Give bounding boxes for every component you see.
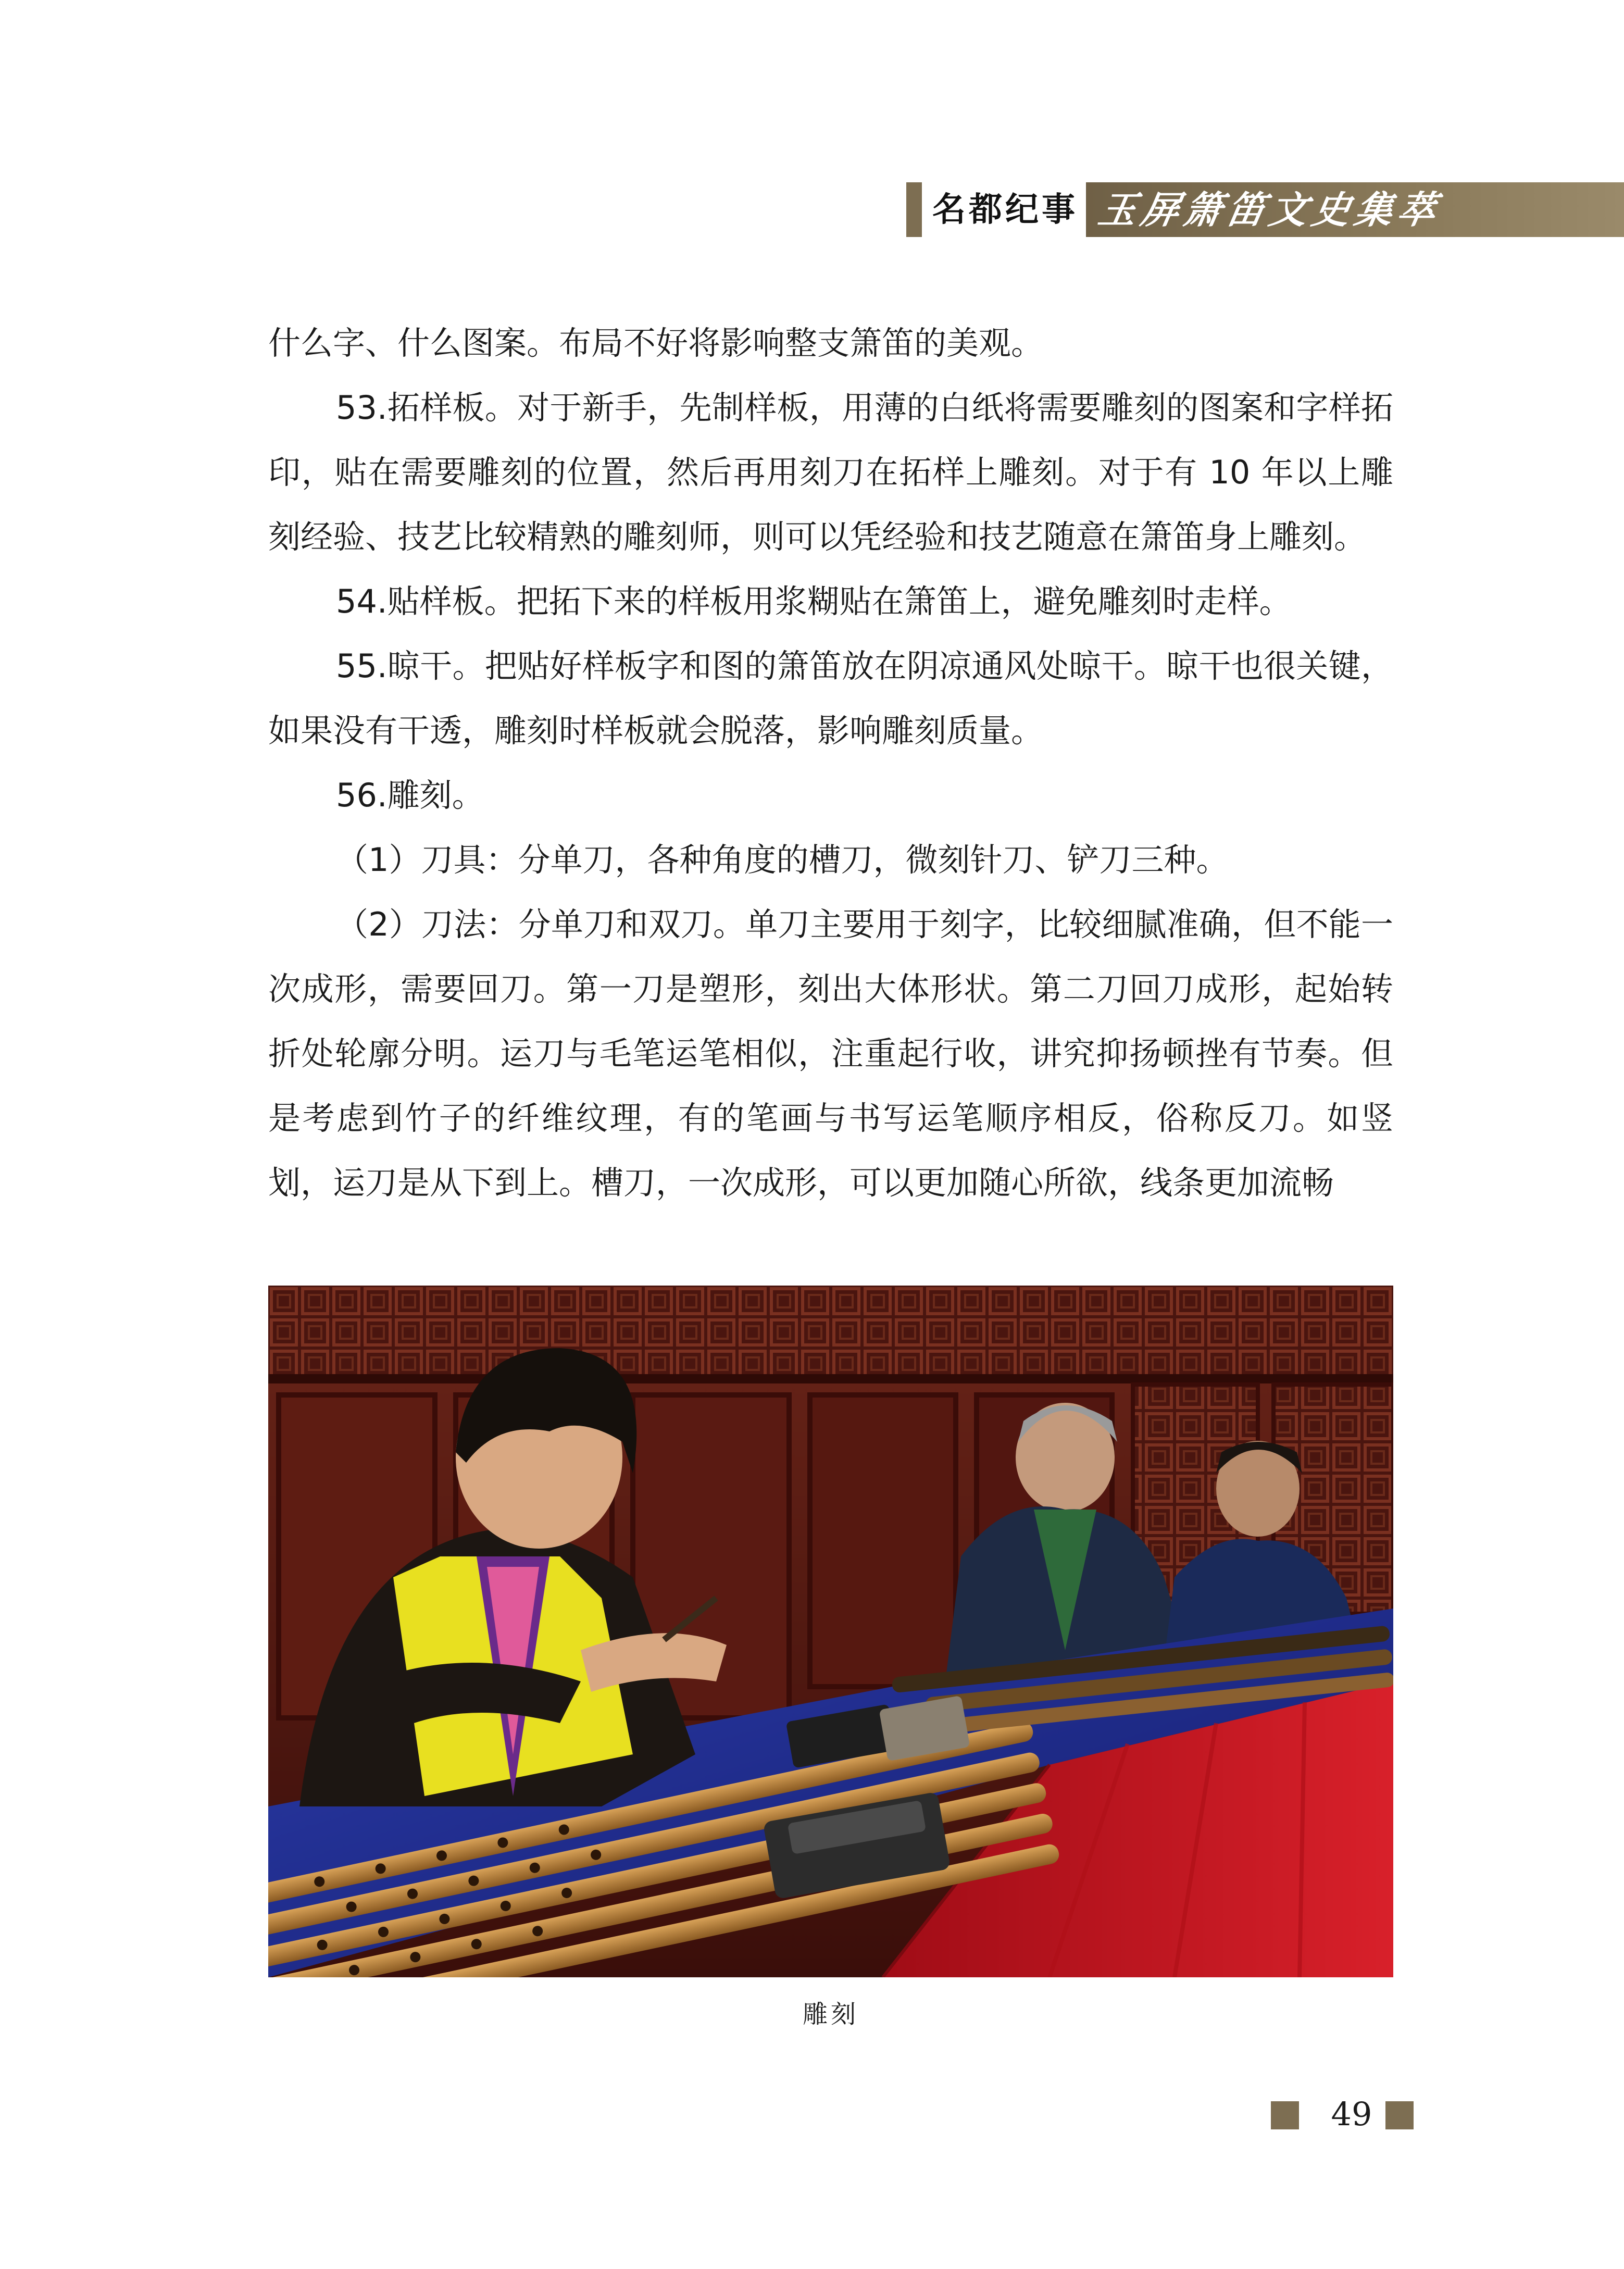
folio-square-left [1271,2101,1299,2129]
paragraph-step-53: 53.拓样板。对于新手，先制样板，用薄的白纸将需要雕刻的图案和字样拓印，贴在需要雕刻的位置，然后再用刻刀在拓样上雕刻。对于有 10 年以上雕刻经验、技艺比较精熟的雕刻师，则可以凭经验和技艺随意在箫笛身上雕刻。 [268,389,1393,556]
paragraph-tools: （1）刀具：分单刀，各种角度的槽刀，微刻针刀、铲刀三种。 [336,841,1229,879]
header-accent-bar [906,182,922,237]
figure-caption: 雕刻 [802,2000,859,2029]
paragraph-step-54: 54.贴样板。把拓下来的样板用浆糊贴在箫笛上，避免雕刻时走样。 [336,582,1292,620]
page-number: 49 [1331,2095,1372,2133]
header-series-title: 名都纪事 [932,190,1078,229]
header-book-title: 玉屏箫笛文史集萃 [1095,188,1445,232]
paragraph-techniques: （2）刀法：分单刀和双刀。单刀主要用于刻字，比较细腻准确，但不能一次成形，需要回刀。第一刀是塑形，刻出大体形状。第二刀回刀成形，起始转折处轮廓分明。运刀与毛笔运笔相似，注重起行收，讲究抑扬顿挫有节奏。但是考虑到竹子的纤维纹理，有的笔画与书写运笔顺序相反，俗称反刀。如竖划，运刀是从下到上。槽刀，一次成形，可以更加随心所欲，线条更加流畅 [268,905,1393,1202]
carving-photo [268,1286,1393,1977]
paragraph-step-56: 56.雕刻。 [336,776,484,814]
body-text [268,311,1393,1215]
paragraph-step-55: 55.晾干。把贴好样板字和图的箫笛放在阴凉通风处晾干。晾干也很关键，如果没有干透，雕刻时样板就会脱落，影响雕刻质量。 [268,647,1393,750]
paragraph-continuation: 什么字、什么图案。布局不好将影响整支箫笛的美观。 [268,324,1044,362]
folio-square-right [1385,2101,1414,2129]
